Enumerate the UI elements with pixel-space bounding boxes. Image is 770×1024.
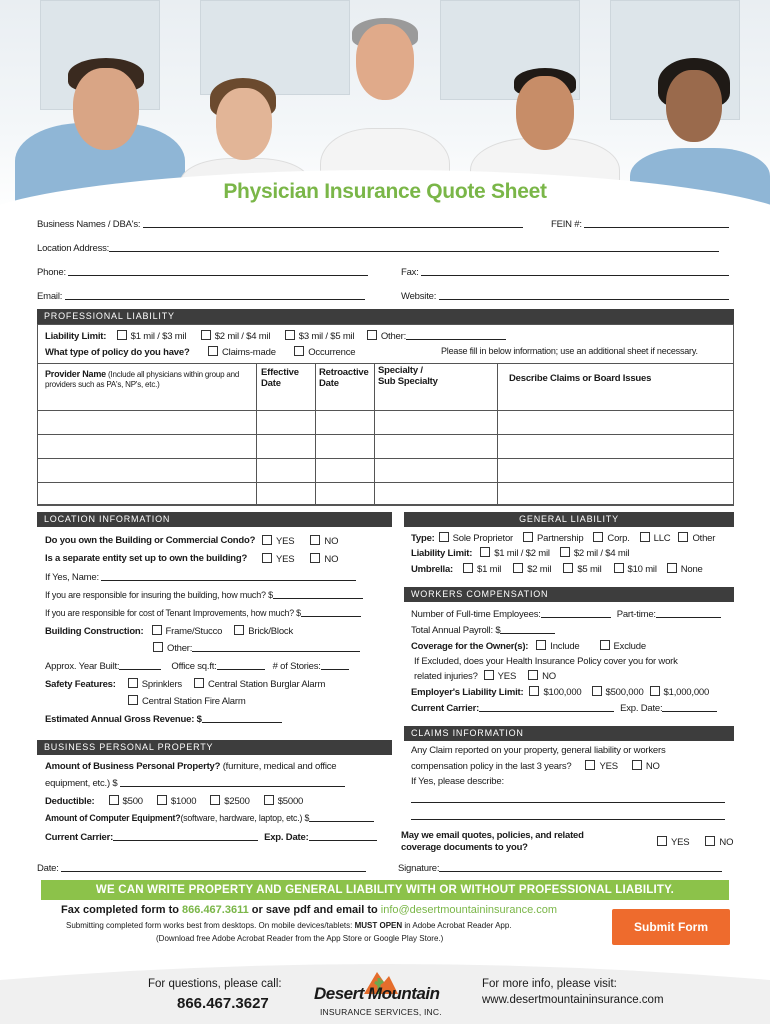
claims-question: Any Claim reported on your property, general liability or workers	[411, 745, 666, 756]
payroll-field[interactable]	[411, 624, 555, 636]
deductible-label: Deductible:	[45, 796, 95, 807]
workers-carrier-field[interactable]	[411, 702, 717, 714]
fein-field[interactable]	[551, 218, 729, 230]
option-label: $100,000	[543, 687, 582, 698]
fax-email-line	[61, 904, 557, 916]
option-label: $500	[122, 796, 143, 807]
option-label: Sole Proprietor	[452, 533, 514, 544]
type-label: Type:	[411, 533, 435, 544]
no-label: NO	[719, 837, 734, 848]
fax-number-link[interactable]: 866.467.3611	[182, 904, 249, 916]
checkbox[interactable]	[640, 532, 650, 542]
checkbox[interactable]	[152, 625, 162, 635]
option-label: None	[680, 564, 703, 575]
business-names-field[interactable]	[37, 218, 523, 230]
option-label: Partnership	[537, 533, 584, 544]
option-label: $2500	[224, 796, 250, 807]
field-label: If you are responsible for insuring the building, how much? $	[45, 590, 273, 600]
describe-line[interactable]	[411, 802, 725, 803]
field-label: Current Carrier:	[45, 832, 114, 843]
field-label: Current Carrier:	[411, 703, 480, 714]
submit-note	[66, 921, 512, 930]
option-label: Other	[692, 533, 716, 544]
option-label: Claims-made	[222, 347, 276, 358]
field-label: Exp. Date:	[620, 703, 663, 714]
describe-label: If Yes, please describe:	[411, 776, 504, 787]
footer	[0, 958, 770, 1024]
yes-label: YES	[497, 671, 517, 682]
tenant-improvements-field[interactable]	[45, 607, 361, 618]
fax-text: Fax completed form to	[61, 904, 183, 916]
column-header: Sub Specialty	[378, 376, 438, 387]
professional-liability-header: PROFESSIONAL LIABILITY	[37, 309, 734, 324]
checkbox[interactable]	[632, 760, 642, 770]
checkbox[interactable]	[650, 686, 660, 696]
fax-label: Fax:	[401, 267, 419, 278]
phone-label: Phone:	[37, 267, 66, 278]
bpp-amount-label: Amount of Business Personal Property?	[45, 761, 221, 772]
checkbox[interactable]	[528, 670, 538, 680]
location-information-header: LOCATION INFORMATION	[37, 512, 392, 527]
checkbox[interactable]	[367, 330, 377, 340]
checkbox[interactable]	[109, 795, 119, 805]
construction-label: Building Construction:	[45, 626, 144, 637]
option-label: Exclude	[613, 641, 646, 652]
checkbox[interactable]	[480, 547, 490, 557]
coverage-banner: WE CAN WRITE PROPERTY AND GENERAL LIABILITY WITH OR WITHOUT PROFESSIONAL LIABILITY.	[41, 880, 729, 900]
location-address-label: Location Address:	[37, 243, 110, 254]
employer-limit-label: Employer's Liability Limit:	[411, 687, 524, 698]
fill-note: Please fill in below information; use an additional sheet if necessary.	[441, 346, 698, 356]
checkbox[interactable]	[310, 535, 320, 545]
no-label: NO	[542, 671, 556, 682]
checkbox[interactable]	[234, 625, 244, 635]
excluded-question-b: related injuries?	[414, 671, 478, 682]
website-label: Website:	[401, 291, 437, 302]
footer-phone[interactable]: 866.467.3627	[177, 995, 269, 1012]
bpp-amount-field[interactable]	[45, 777, 345, 789]
field-label: Number of Full-time Employees:	[411, 609, 541, 620]
submit-form-button[interactable]: Submit Form	[612, 909, 730, 945]
location-address-field[interactable]	[37, 242, 719, 254]
computer-equipment-field[interactable]	[45, 812, 374, 823]
checkbox[interactable]	[463, 563, 473, 573]
construction-other-field[interactable]	[153, 642, 360, 654]
checkbox[interactable]	[310, 553, 320, 563]
liability-limit-label: Liability Limit:	[45, 331, 107, 342]
checkbox[interactable]	[285, 330, 295, 340]
checkbox[interactable]	[201, 330, 211, 340]
checkbox[interactable]	[262, 553, 272, 563]
field-label: Exp. Date:	[264, 832, 309, 843]
checkbox[interactable]	[128, 678, 138, 688]
column-header: Describe Claims or Board Issues	[509, 373, 652, 384]
option-label: $3 mil / $5 mil	[298, 331, 355, 342]
business-names-label: Business Names / DBA's:	[37, 219, 141, 230]
option-label: $5000	[277, 796, 304, 807]
checkbox[interactable]	[614, 563, 624, 573]
no-label: NO	[324, 554, 339, 565]
submit-note-c: in Adobe Acrobat Reader App.	[402, 921, 512, 930]
checkbox[interactable]	[657, 836, 667, 846]
option-label: $1 mil / $3 mil	[130, 331, 187, 342]
claims-question-b: compensation policy in the last 3 years?	[411, 761, 572, 772]
column-note: (Include all physicians within group and providers such as PA's, NP's, etc.)	[45, 370, 240, 389]
option-label: $5 mil	[577, 564, 602, 575]
option-label: $2 mil / $4 mil	[214, 331, 271, 342]
download-note: (Download free Adobe Acrobat Reader from the App Store or Google Play Store.)	[156, 934, 444, 943]
employees-field[interactable]	[411, 608, 721, 620]
column-header: Effective	[261, 367, 299, 378]
checkbox[interactable]	[529, 686, 539, 696]
gross-revenue-field[interactable]	[45, 713, 282, 725]
page-title: Physician Insurance Quote Sheet	[223, 180, 547, 203]
general-liability-header: GENERAL LIABILITY	[404, 512, 734, 527]
checkbox[interactable]	[592, 686, 602, 696]
excluded-question: If Excluded, does your Health Insurance Policy cover you for work	[414, 656, 678, 667]
option-label: $500,000	[605, 687, 644, 698]
checkbox[interactable]	[484, 670, 494, 680]
workers-compensation-header: WORKERS COMPENSATION	[404, 587, 734, 602]
checkbox[interactable]	[262, 535, 272, 545]
bpp-amount-note: (furniture, medical and office	[222, 761, 337, 772]
coverage-label: Coverage for the Owner(s):	[411, 641, 529, 652]
field-label: Estimated Annual Gross Revenue: $	[45, 714, 202, 725]
option-label: Frame/Stucco	[165, 626, 223, 637]
option-label: $2 mil	[527, 564, 552, 575]
checkbox[interactable]	[667, 563, 677, 573]
option-label: LLC	[653, 533, 671, 544]
desert-mountain-logo	[312, 968, 462, 1020]
business-personal-property-header: BUSINESS PERSONAL PROPERTY	[37, 740, 392, 755]
logo-word-mountain: Mountain	[367, 984, 440, 1003]
checkbox[interactable]	[536, 640, 546, 650]
checkbox[interactable]	[128, 695, 138, 705]
checkbox[interactable]	[705, 836, 715, 846]
questions-text: For questions, please call:	[148, 978, 282, 990]
signature-field[interactable]	[398, 862, 722, 874]
option-label: Central Station Fire Alarm	[142, 696, 246, 707]
email-link[interactable]: info@desertmountaininsurance.com	[380, 904, 558, 916]
option-label: Other:	[380, 331, 407, 342]
field-label: Date:	[37, 863, 59, 874]
checkbox[interactable]	[153, 642, 163, 652]
option-label: $1 mil / $2 mil	[494, 548, 550, 559]
yes-label: YES	[276, 536, 295, 547]
checkbox[interactable]	[563, 563, 573, 573]
field-label: Total Annual Payroll: $	[411, 625, 501, 636]
checkbox[interactable]	[523, 532, 533, 542]
option-label: Central Station Burglar Alarm	[207, 679, 326, 690]
option-label: Include	[550, 641, 580, 652]
yes-label: YES	[276, 554, 295, 565]
email-question-b: coverage documents to you?	[401, 842, 528, 853]
checkbox[interactable]	[585, 760, 595, 770]
yes-label: YES	[599, 761, 618, 772]
no-label: NO	[645, 761, 660, 772]
option-label: Occurrence	[308, 347, 356, 358]
field-label: If Yes, Name:	[45, 572, 99, 583]
checkbox[interactable]	[208, 346, 218, 356]
year-built-field[interactable]	[45, 660, 349, 672]
limit-label: Liability Limit:	[411, 548, 473, 559]
field-label: # of Stories:	[272, 661, 321, 672]
if-yes-name-field[interactable]	[45, 571, 356, 583]
separate-entity-question: Is a separate entity set up to own the building?	[45, 553, 248, 564]
describe-line[interactable]	[411, 819, 725, 820]
field-label: Part-time:	[616, 609, 656, 620]
no-label: NO	[324, 536, 339, 547]
option-label: $1 mil	[477, 564, 502, 575]
checkbox[interactable]	[439, 532, 449, 542]
option-label: Brick/Block	[248, 626, 294, 637]
yes-label: YES	[671, 837, 690, 848]
option-label: $1,000,000	[663, 687, 710, 698]
fax-field[interactable]	[401, 266, 729, 278]
checkbox[interactable]	[513, 563, 523, 573]
submit-note-a: Submitting completed form works best from desktops. On mobile devices/tablets:	[66, 921, 355, 930]
provider-table	[37, 363, 734, 505]
safety-label: Safety Features:	[45, 679, 116, 690]
checkbox[interactable]	[264, 795, 274, 805]
option-label: Other:	[167, 643, 193, 654]
column-header: Retroactive	[319, 367, 369, 378]
checkbox[interactable]	[157, 795, 167, 805]
checkbox[interactable]	[560, 547, 570, 557]
field-label-b: (software, hardware, laptop, etc.) $	[180, 813, 310, 823]
checkbox[interactable]	[678, 532, 688, 542]
checkbox[interactable]	[593, 532, 603, 542]
footer-website-link[interactable]: www.desertmountaininsurance.com	[482, 994, 664, 1006]
field-label: Office sq.ft:	[171, 661, 217, 672]
website-field[interactable]	[401, 290, 729, 302]
field-label: If you are responsible for cost of Tenant Improvements, how much? $	[45, 608, 301, 618]
checkbox[interactable]	[210, 795, 220, 805]
column-header: Specialty /	[378, 365, 423, 376]
policy-type-label: What type of policy do you have?	[45, 347, 190, 358]
email-text: or save pdf and email to	[248, 904, 381, 916]
logo-tagline: INSURANCE SERVICES, INC.	[320, 1007, 442, 1017]
more-info-text: For more info, please visit:	[482, 978, 617, 990]
email-question: May we email quotes, policies, and related	[401, 830, 584, 841]
option-label: $10 mil	[627, 564, 657, 575]
field-label: equipment, etc.) $	[45, 778, 118, 789]
submit-note-b: MUST OPEN	[354, 921, 403, 930]
option-label: Corp.	[607, 533, 630, 544]
option-label: $1000	[170, 796, 197, 807]
logo-word-desert: Desert	[314, 984, 364, 1003]
email-label: Email:	[37, 291, 63, 302]
column-header: Provider Name	[45, 369, 106, 379]
column-header: Date	[319, 378, 339, 389]
umbrella-label: Umbrella:	[411, 564, 454, 575]
email-field[interactable]	[37, 290, 365, 302]
option-label: Sprinklers	[141, 679, 182, 690]
checkbox[interactable]	[294, 346, 304, 356]
field-label: Amount of Computer Equipment?	[45, 813, 181, 823]
phone-field[interactable]	[37, 266, 368, 278]
field-label: Approx. Year Built:	[45, 661, 120, 672]
option-label: $2 mil / $4 mil	[573, 548, 630, 559]
own-building-question: Do you own the Building or Commercial Condo?	[45, 535, 256, 546]
checkbox[interactable]	[194, 678, 204, 688]
column-header: Date	[261, 378, 281, 389]
checkbox[interactable]	[600, 640, 610, 650]
date-field[interactable]	[37, 862, 366, 874]
bpp-carrier-field[interactable]	[45, 831, 377, 843]
fein-label: FEIN #:	[551, 219, 582, 230]
insuring-building-field[interactable]	[45, 589, 363, 600]
claims-information-header: CLAIMS INFORMATION	[404, 726, 734, 741]
checkbox[interactable]	[117, 330, 127, 340]
field-label: Signature:	[398, 863, 440, 874]
